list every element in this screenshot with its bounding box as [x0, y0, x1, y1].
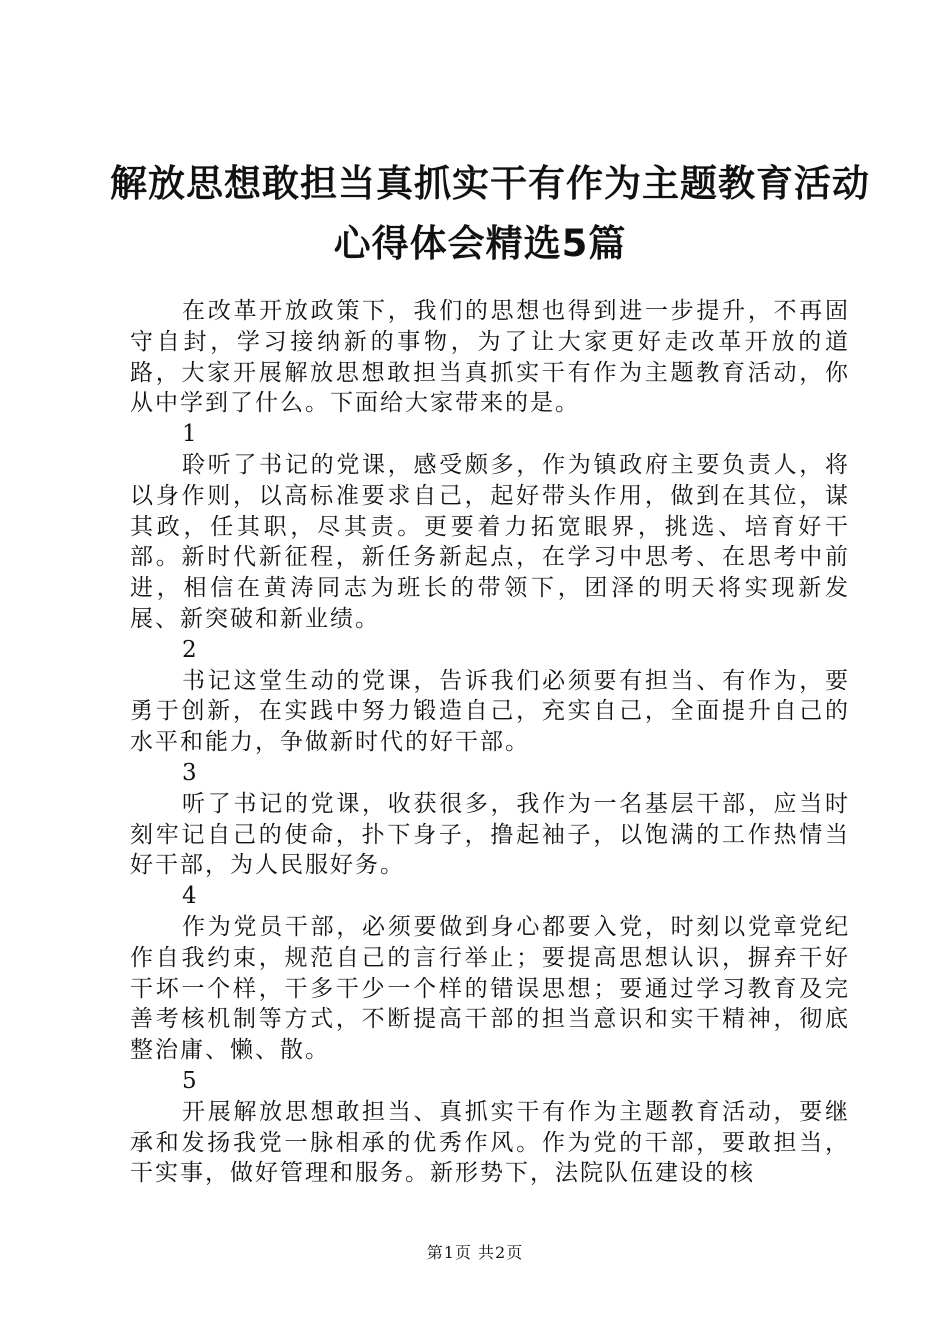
section-paragraph: 书记这堂生动的党课，告诉我们必须要有担当、有作为，要勇于创新，在实践中努力锻造自己，充实自己，全面提升自己的水平和能力，争做新时代的好干部。	[130, 667, 850, 756]
intro-paragraph: 在改革开放政策下，我们的思想也得到进一步提升，不再固守自封，学习接纳新的事物，为了让大家更好走改革开放的道路，大家开展解放思想敢担当真抓实干有作为主题教育活动，你从中学到了什么。下面给大家带来的是。	[130, 298, 850, 417]
section-paragraph: 开展解放思想敢担当、真抓实干有作为主题教育活动，要继承和发扬我党一脉相承的优秀作风。作为党的干部，要敢担当，干实事，做好管理和服务。新形势下，法院队伍建设的核	[130, 1098, 850, 1187]
section-paragraph: 聆听了书记的党课，感受颇多，作为镇政府主要负责人，将以身作则，以高标准要求自己，起好带头作用，做到在其位，谋其政，任其职，尽其责。更要着力拓宽眼界，挑选、培育好干部。新时代新征程，新任务新起点，在学习中思考、在思考中前进，相信在黄涛同志为班长的带领下，团泽的明天将实现新发展、新突破和新业绩。	[130, 451, 850, 632]
section-number: 3	[182, 759, 197, 786]
section-number: 1	[182, 421, 197, 448]
section-paragraph: 听了书记的党课，收获很多，我作为一名基层干部，应当时刻牢记自己的使命，扑下身子，撸起袖子，以饱满的工作热情当好干部，为人民服好务。	[130, 790, 850, 879]
section-number: 5	[182, 1067, 197, 1094]
document-title-line-2: 心得体会精选5篇	[333, 222, 627, 265]
section-number: 4	[182, 883, 197, 910]
page-indicator: 第1页 共2页	[426, 1243, 524, 1262]
document-title-line-1: 解放思想敢担当真抓实干有作为主题教育活动	[110, 162, 870, 205]
document-body	[130, 296, 850, 1189]
section-number: 2	[182, 636, 197, 663]
section-paragraph: 作为党员干部，必须要做到身心都要入党，时刻以党章党纪作自我约束，规范自己的言行举止；要提高思想认识，摒弃干好干坏一个样，干多干少一个样的错误思想；要通过学习教育及完善考核机制等方式，不断提高干部的担当意识和实干精神，彻底整治庸、懒、散。	[130, 913, 850, 1064]
